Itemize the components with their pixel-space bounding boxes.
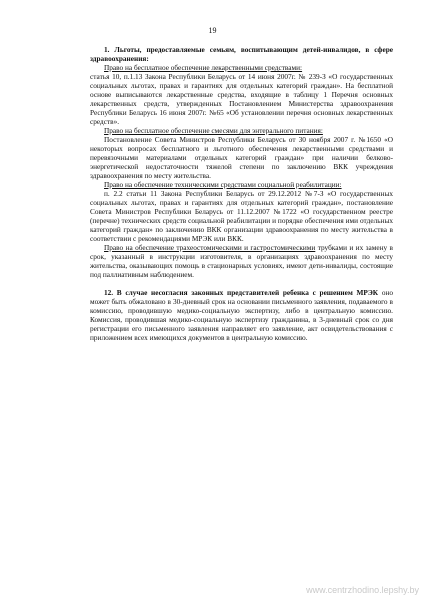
enteral-title-text: Право на бесплатное обеспечение смесями для энтерального питания: <box>104 126 323 135</box>
document-body <box>90 45 393 342</box>
tracheo-paragraph <box>90 243 393 279</box>
rehab-paragraph: п. 2.2 статьи 11 Закона Республики Беларусь от 29.12.2012 №7-З «О государственных социальных льготах, правах и гарантиях для отдельных категорий граждан», постановление Совета Министров Республики Беларусь от 11.12.2007 №1722 «О государственном реестре (перечне) технических средств социальной реабилитации и порядке обеспечения ими отдельных категорий граждан» по заключению ВКК организации здравоохранения по месту жительства в соответствии с рекомендациями МРЭК или ВКК. <box>90 189 393 243</box>
rehab-title-text: Право на обеспечение техническими средствами социальной реабилитации: <box>104 180 342 189</box>
enteral-title <box>90 126 393 135</box>
section-12-paragraph <box>90 288 393 342</box>
drugs-paragraph: статья 10, п.1.13 Закона Республики Беларусь от 14 июня 2007г. № 239-З «О государственных социальных льготах, правах и гарантиях для отдельных категорий граждан». На бесплатной основе выписываются лекарственные средства, входящие в таблицу 1 Перечня основных лекарственных средств, утвержденных Постановлением Министерства здравоохранения Республики Беларусь 16 июня 2007г. №65 «Об установлении перечня основных лекарственных средств». <box>90 72 393 126</box>
drugs-title <box>90 63 393 72</box>
rehab-title <box>90 180 393 189</box>
section-1-heading: 1. Льготы, предоставляемые семьям, воспитывающим детей-инвалидов, в сфере здравоохранения: <box>90 45 393 63</box>
tracheo-title-text: Право на обеспечение трахеостомическими и гастростомическими <box>104 243 316 252</box>
tracheo-text: трубками и их замену в срок, указанный в инструкции изготовителя, в организациях здравоохранения по месту жительства, оказывающих помощь в стационарных условиях, имеют дети-инвалиды, состоящие под паллиативным наблюдением. <box>90 243 393 279</box>
enteral-paragraph: Постановление Совета Министров Республики Беларусь от 30 ноября 2007 г. №1650 «О некоторых вопросах бесплатного и льготного обеспечения лекарственными средствами и перевязочными материалами отдельных категорий граждан» при наличии белково-энергетической недостаточности тяжелой степени по заключению ВКК учреждения здравоохранения по месту жительства. <box>90 135 393 180</box>
page-number: 19 <box>208 26 217 35</box>
drugs-title-text: Право на бесплатное обеспечение лекарственными средствами: <box>104 63 303 72</box>
section-12-heading: 12. В случае несогласия законных представителей ребенка с решением МРЭК <box>104 288 379 297</box>
section-spacer <box>90 279 393 288</box>
footer-url: www.centrzhodino.lepshy.by <box>306 585 419 595</box>
section-12-text: оно может быть обжаловано в 30-дневный срок на основании письменного заявления, подаваемого в комиссию, проводившую медико-социальную экспертизу, либо в центральную комиссию. Комиссия, проводившая медико-социальную экспертизу гражданина, в 3-дневный срок со дня регистрации его письменного заявления направляет его заявление, акт освидетельствования с приложением всех имеющихся документов в центральную комиссию. <box>90 288 394 342</box>
